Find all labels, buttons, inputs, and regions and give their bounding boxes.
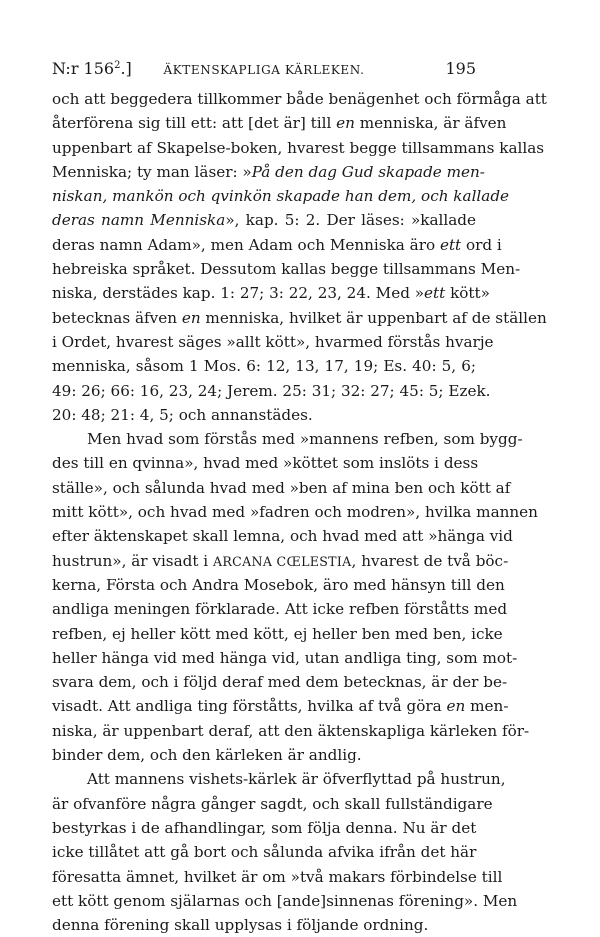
text-run: binder dem, och den kärleken är andlig. [52,746,362,765]
text-run: 49: 26; 66: 16, 23, 24; Jerem. 25: 31; 32: 27; 45: 5; Ezek. [52,381,491,400]
running-title: ÄKTENSKAPLIGA KÄRLEKEN. [163,63,365,77]
text-run: ett kött genom själarnas och [ande]sinnenas förening». Men [52,891,518,910]
text-line [52,403,476,427]
text-run: menniska, hvilket är uppenbart af de ställen [200,308,547,327]
text-run: des till en qvinna», hvad med »köttet som inslöts i dess [52,454,479,473]
text-run: kött» [445,284,490,303]
text-run: andliga meningen förklarade. Att icke refben förståtts med [52,600,508,619]
text-run: ord i [461,235,502,254]
text-run: Att mannens vishets-kärlek är öfverflyttad på hustrun, [87,770,506,789]
text-line [52,208,476,232]
text-run: ställe», och sålunda hvad med »ben af mina ben och kött af [52,478,511,497]
text-line [52,379,491,403]
text-line [52,136,545,160]
text-run: menniska, är äfven [354,114,507,133]
text-line [52,427,523,451]
text-line [52,111,507,135]
text-line [52,816,476,840]
text-line [52,184,510,208]
text-line [52,743,476,767]
italic-phrase: ett [439,235,462,254]
italic-phrase: På den dag Gud skapade men- [251,162,485,181]
italic-phrase: ett [424,284,446,303]
text-line [52,913,476,937]
text-line [52,719,530,743]
text-line [52,524,513,548]
text-run: menniska, såsom 1 Mos. 6: 12, 13, 17, 19; Es. 40: 5, 6; [52,357,476,376]
text-run: 20: 48; 21: 4, 5; och annanstädes. [52,405,313,424]
text-run: föresatta ämnet, hvilket är om »två makars förbindelse till [52,867,503,886]
text-run: kerna, Första och Andra Mosebok, äro med hänsyn till den [52,575,505,594]
text-run: hustrun», är visadt i [52,551,213,570]
section-number: N:r 156 [52,59,115,78]
section-bracket: .] [120,59,132,78]
text-run: refben, ej heller kött med kött, ej heller ben med ben, icke [52,624,503,643]
text-run: mitt kött», och hvad med »fadren och modren», hvilka mannen [52,503,538,522]
text-line [52,889,518,913]
text-run: och att beggedera tillkommer både benägenhet och förmåga att [52,90,547,108]
italic-phrase: niskan, mankön och qvinkön skapade han dem, och kallade [52,187,510,206]
italic-phrase: en [446,697,466,716]
text-line [52,670,508,694]
text-line [52,500,538,524]
small-caps-title: ARCANA CŒLESTIA [213,553,352,569]
text-line [52,646,518,670]
text-line [52,840,476,864]
text-line [52,160,485,184]
text-line [52,233,502,257]
text-run: i Ordet, hvarest säges »allt kött», hvarmed förstås hvarje [52,332,494,351]
italic-phrase: en [336,114,355,133]
text-line [52,87,547,111]
text-run: återförena sig till ett: att [det är] till [52,114,337,133]
text-run: Menniska; ty man läser: » [52,162,252,181]
text-run: men- [465,697,509,716]
text-run: Men hvad som förstås med »mannens refben, som bygg- [87,430,523,449]
text-line [52,622,503,646]
page-number: 195 [445,59,476,78]
italic-phrase: en [181,308,201,327]
text-run: visadt. Att andliga ting förståtts, hvilka af två göra [52,697,447,716]
text-line [52,281,490,305]
text-line [52,451,479,475]
text-run: denna förening skall upplysas i följande ordning. [52,916,429,935]
section-superscript: 2 [114,60,121,71]
text-run: efter äktenskapet skall lemna, och hvad med att »hänga vid [52,527,513,546]
text-line [52,330,494,354]
text-line [52,476,511,500]
text-run: niska, är uppenbart deraf, att den äktenskapliga kärleken för- [52,721,530,740]
text-line [52,573,505,597]
text-line [52,767,506,791]
text-line [52,257,521,281]
text-run: , hvarest de två böc- [351,551,509,570]
text-line [52,549,509,573]
text-run: icke tillåtet att gå bort och sålunda afvika ifrån det här [52,843,477,862]
text-run: hebreiska språket. Dessutom kallas begge tillsammans Men- [52,260,521,279]
text-run: heller hänga vid med hänga vid, utan andliga ting, som mot- [52,648,518,667]
text-run: är ofvanföre några gånger sagdt, och skall fullständigare [52,794,493,813]
text-line [52,354,476,378]
text-run: », kap. 5: 2. Der läses: »kallade [225,211,476,230]
text-run: svara dem, och i följd deraf med dem betecknas, är der be- [52,673,508,692]
text-line [52,694,509,718]
text-run: deras namn Adam», men Adam och Menniska äro [52,235,440,254]
italic-phrase: deras namn Menniska [52,211,226,230]
text-line [52,306,547,330]
text-run: niska, derstädes kap. 1: 27; 3: 22, 23, 24. Med » [52,284,425,303]
text-line [52,792,493,816]
running-head [52,58,476,80]
text-line [52,865,503,889]
text-run: bestyrkas i de afhandlingar, som följa denna. Nu är det [52,818,477,837]
text-line [52,597,508,621]
text-run: uppenbart af Skapelse-boken, hvarest begge tillsammans kallas [52,138,545,157]
body-text [52,87,547,937]
text-run: betecknas äfven [52,308,182,327]
